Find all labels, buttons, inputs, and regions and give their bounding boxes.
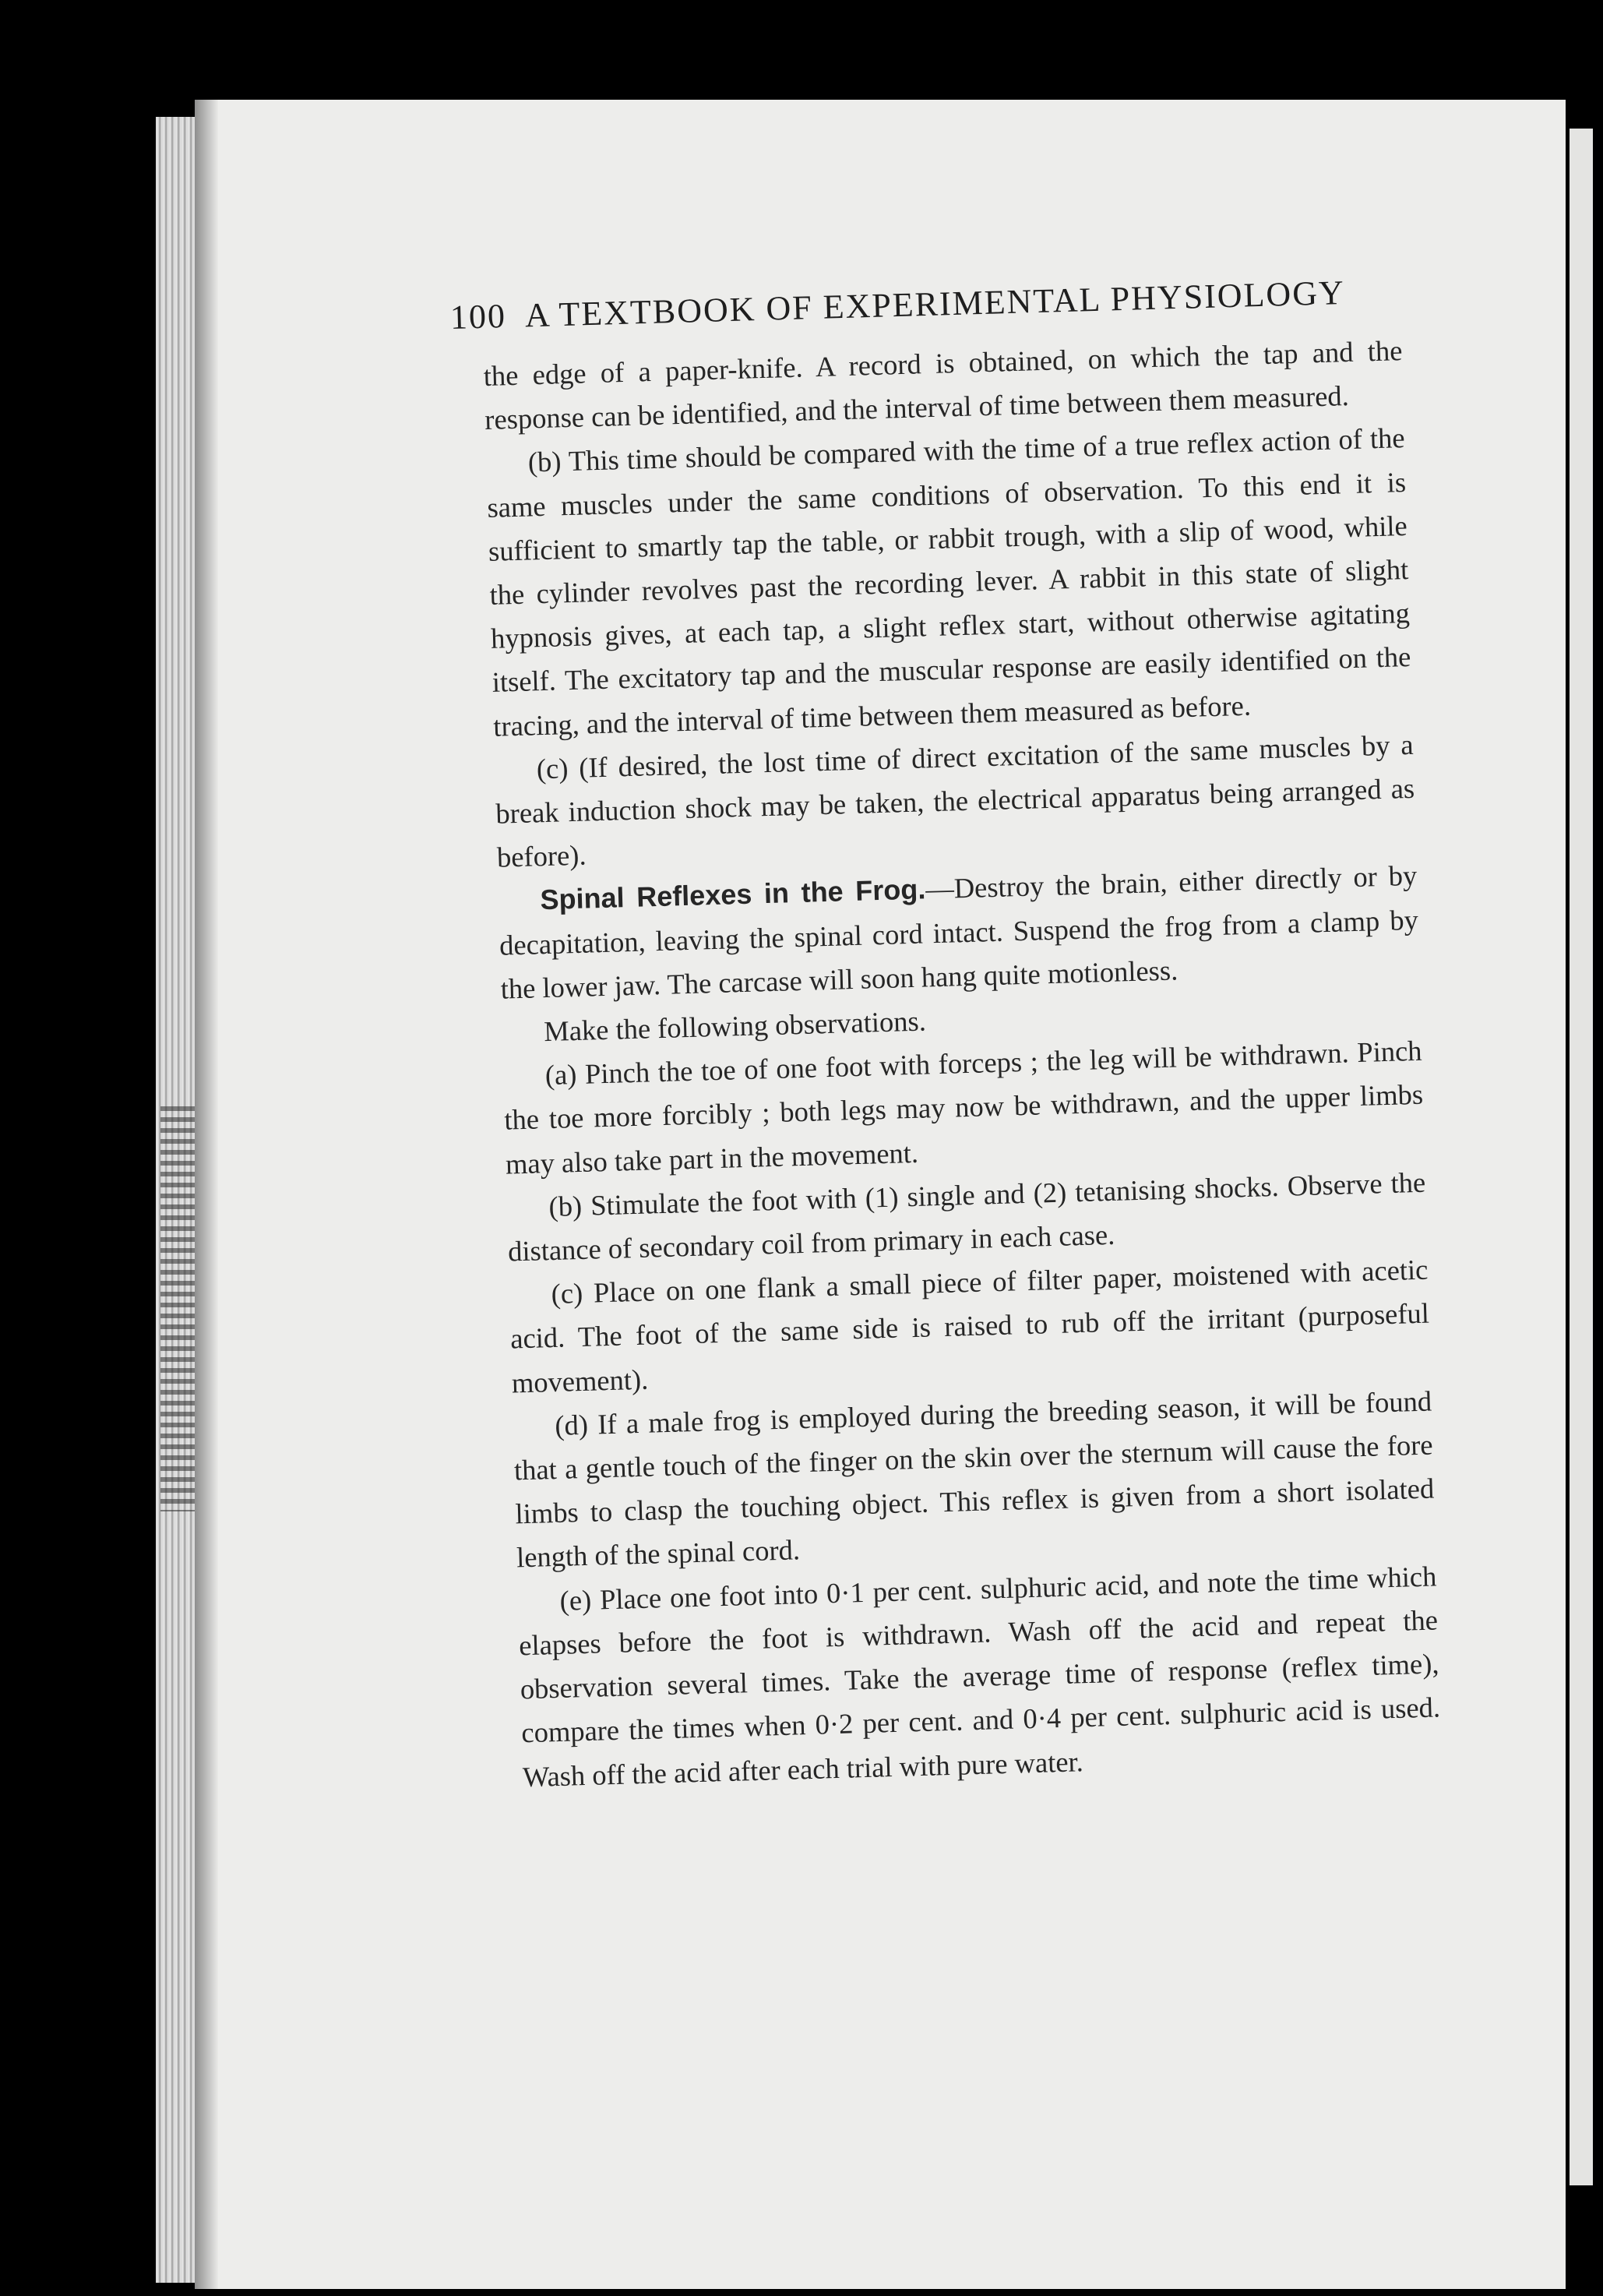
observation-item: (c) Place on one flank a small piece of filter paper, moistened with acetic acid. The foot of the same side is raised to rub off the irritant (purposeful movement). xyxy=(509,1253,1430,1399)
page-body xyxy=(483,329,1442,1799)
section-intro-text: —Destroy the brain, either directly or by decapitation, leaving the spinal cord intact. Suspend the frog from a clamp by the lower jaw. The carcase will soon hang quite motionless. xyxy=(499,859,1419,1005)
observation-item: (d) If a male frog is employed during the breeding season, it will be found that a gentle touch of the finger on the skin over the sternum will cause the fore limbs to clasp the touching object. This reflex is given from a short isolated length of the spinal cord. xyxy=(513,1384,1435,1574)
observation-item: (a) Pinch the toe of one foot with forceps ; the leg will be withdrawn. Pinch the toe more forcibly ; both legs may now be withdrawn, and the upper limbs may also take part in the movement. xyxy=(503,1034,1424,1180)
facing-page-edge xyxy=(1570,129,1593,2185)
observation-item: (b) Stimulate the foot with (1) single and (2) tetanising shocks. Observe the distance of secondary coil from primary in each case. xyxy=(507,1166,1426,1268)
section-heading: Spinal Reflexes in the Frog. xyxy=(540,873,926,916)
page-number: 100 xyxy=(449,296,507,337)
observation-item: (e) Place one foot into 0·1 per cent. sulphuric acid, and note the time which elapses before the foot is withdrawn. Wash off the acid and repeat the observation several times. Take the average time of response (reflex time), compare the times when 0·2 per cent. and 0·4 per cent. sulphuric acid is used. Wash off the acid after each trial with pure water. xyxy=(518,1560,1441,1793)
paragraph: the edge of a paper-knife. A record is obtained, on which the tap and the response can be identified, and the interval of time between them measured. xyxy=(483,334,1403,436)
paragraph: (c) (If desired, the lost time of direct excitation of the same muscles by a break induction shock may be taken, the electrical apparatus being arranged as before). xyxy=(495,728,1415,873)
observations-lead: Make the following observations. xyxy=(543,1004,927,1048)
running-title: A TEXTBOOK OF EXPERIMENTAL PHYSIOLOGY xyxy=(524,273,1346,335)
section-intro xyxy=(498,854,1420,1010)
paragraph: (b) This time should be compared with the time of a true reflex action of the same muscles under the same conditions of observation. To this end it is sufficient to smartly tap the table, or rabbit trough, with a slip of wood, while the cylinder revolves past the recording lever. A rabbit in this state of slight hypnosis gives, at each tap, a slight reflex start, without otherwise agitating itself. The excitatory tap and the muscular response are easily identified on the tracing, and the interval of time between them measured as before. xyxy=(486,421,1411,742)
